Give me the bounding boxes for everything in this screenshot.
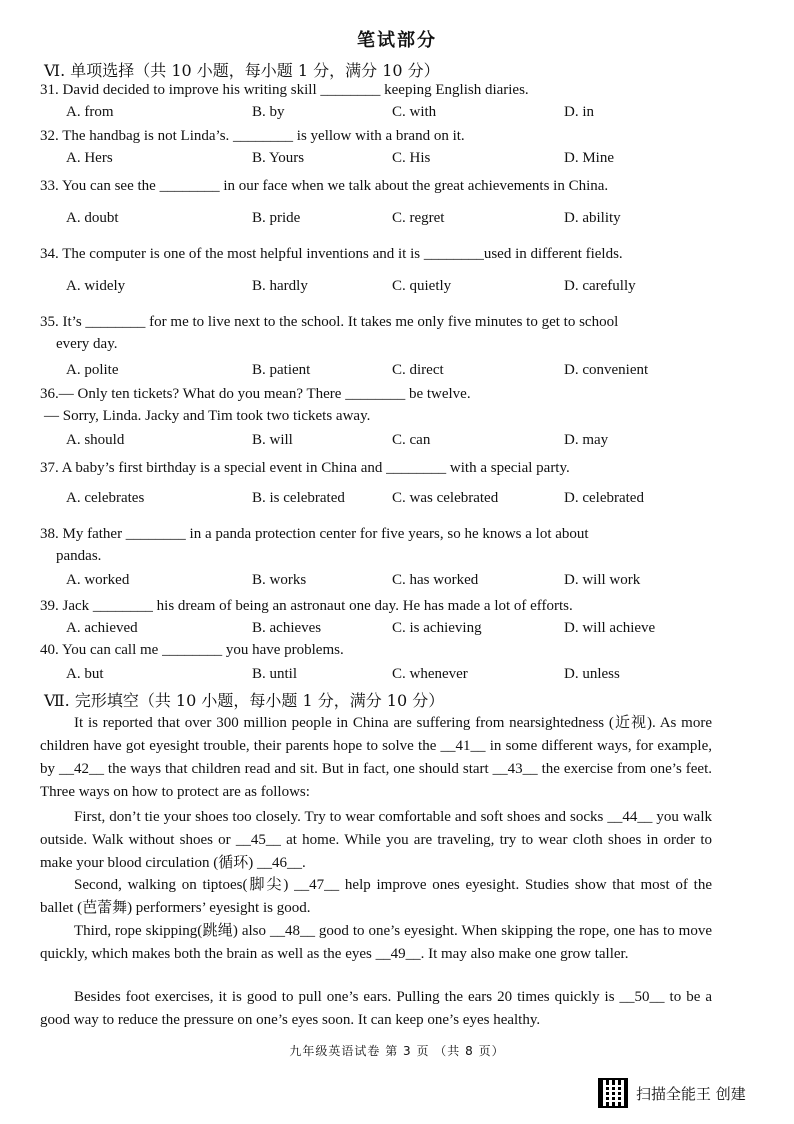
answer-options	[66, 210, 756, 230]
answer-option: A. achieved	[66, 620, 138, 636]
answer-option: C. is achieving	[392, 620, 482, 636]
answer-options	[66, 432, 756, 452]
passage-paragraph-1: It is reported that over 300 million people in China are suffering from nearsightedness (近视). As more children have got eyesight trouble, their parents hope to solve the __41__ in some different ways, for example, by __42__ the ways that children read and sit. But in fact, one should start __43__ the exercise from one’s feet. Three ways on how to protect are as follows:	[40, 715, 712, 800]
question-stem-continued: pandas.	[56, 548, 102, 564]
question-stem-continued: every day.	[56, 336, 118, 352]
answer-option: C. with	[392, 104, 437, 120]
answer-option: A. should	[66, 432, 125, 448]
answer-option: D. celebrated	[564, 490, 644, 506]
question-stem: 36.— Only ten tickets? What do you mean? There ________ be twelve.	[40, 386, 471, 402]
question-stem-continued: — Sorry, Linda. Jacky and Tim took two tickets away.	[44, 408, 371, 424]
answer-option: B. is celebrated	[252, 490, 345, 506]
answer-option: C. whenever	[392, 666, 468, 682]
answer-option: A. but	[66, 666, 104, 682]
answer-option: D. will work	[564, 572, 641, 588]
question-stem: 40. You can call me ________ you have problems.	[40, 642, 344, 658]
answer-option: B. by	[252, 104, 285, 120]
answer-option: A. celebrates	[66, 490, 145, 506]
answer-option: A. worked	[66, 572, 130, 588]
answer-option: A. Hers	[66, 150, 113, 166]
passage-paragraph-2: First, don’t tie your shoes too closely. Try to wear comfortable and soft shoes and socks __44__ you walk outside. Walk without shoes or __45__ at home. While you are traveling, try to wear cloth shoes in order to make your blood circulation (循环) __46__.	[40, 809, 712, 871]
question-stem: 32. The handbag is not Linda’s. ________ is yellow with a brand on it.	[40, 128, 465, 144]
answer-option: C. can	[392, 432, 431, 448]
qr-code-icon	[598, 1078, 628, 1108]
answer-option: C. quietly	[392, 278, 452, 294]
answer-option: B. works	[252, 572, 307, 588]
answer-option: B. Yours	[252, 150, 305, 166]
answer-option: D. will achieve	[564, 620, 656, 636]
answer-option: D. ability	[564, 210, 621, 226]
answer-option: B. patient	[252, 362, 311, 378]
answer-option: A. widely	[66, 278, 126, 294]
question-stem: 38. My father ________ in a panda protection center for five years, so he knows a lot about	[40, 526, 589, 542]
answer-option: B. pride	[252, 210, 301, 226]
answer-option: B. hardly	[252, 278, 308, 294]
passage-paragraph-4: Third, rope skipping(跳绳) also __48__ good to one’s eyesight. When skipping the rope, one has to move quickly, which makes both the brain as well as the eyes __49__. It may also make one grow taller.	[40, 923, 712, 962]
answer-option: D. in	[564, 104, 594, 120]
section-heading-multiple-choice: Ⅵ. 单项选择（共 10 小题，每小题 1 分，满分 10 分）	[44, 61, 440, 80]
answer-option: C. has worked	[392, 572, 479, 588]
question-stem: 33. You can see the ________ in our face when we talk about the great achievements in China.	[40, 178, 609, 194]
answer-options	[66, 666, 756, 686]
question-stem: 35. It’s ________ for me to live next to the school. It takes me only five minutes to get to school	[40, 314, 619, 330]
answer-option: C. regret	[392, 210, 445, 226]
answer-option: D. Mine	[564, 150, 614, 166]
answer-option: A. doubt	[66, 210, 119, 226]
answer-options	[66, 620, 756, 640]
answer-option: D. convenient	[564, 362, 649, 378]
watermark-text: 扫描全能王 创建	[636, 1084, 746, 1103]
answer-options	[66, 150, 756, 170]
answer-option: B. achieves	[252, 620, 322, 636]
answer-options	[66, 362, 756, 382]
answer-options	[66, 490, 756, 510]
answer-options	[66, 572, 756, 592]
passage-paragraph-5: Besides foot exercises, it is good to pull one’s ears. Pulling the ears 20 times quickly is __50__ to be a good way to reduce the pressure on one’s eyes soon. It can keep one’s eyes healthy.	[40, 989, 712, 1028]
scanner-watermark	[598, 1076, 746, 1110]
answer-option: D. may	[564, 432, 609, 448]
answer-option: B. until	[252, 666, 298, 682]
section-heading-cloze: Ⅶ. 完形填空（共 10 小题，每小题 1 分，满分 10 分）	[44, 691, 445, 710]
question-stem: 31. David decided to improve his writing skill ________ keeping English diaries.	[40, 82, 529, 98]
answer-option: C. direct	[392, 362, 444, 378]
answer-option: D. carefully	[564, 278, 636, 294]
answer-options	[66, 278, 756, 298]
answer-option: B. will	[252, 432, 293, 448]
answer-option: D. unless	[564, 666, 620, 682]
question-stem: 39. Jack ________ his dream of being an astronaut one day. He has made a lot of efforts.	[40, 598, 573, 614]
answer-option: A. polite	[66, 362, 119, 378]
page-footer: 九年级英语试卷 第 3 页 （共 8 页）	[289, 1044, 505, 1058]
answer-option: A. from	[66, 104, 114, 120]
question-stem: 34. The computer is one of the most helpful inventions and it is ________used in different fields.	[40, 246, 623, 262]
answer-option: C. was celebrated	[392, 490, 499, 506]
answer-options	[66, 104, 756, 124]
passage-paragraph-3: Second, walking on tiptoes(脚尖) __47__ help improve ones eyesight. Studies show that most of the ballet (芭蕾舞) performers’ eyesight is good.	[40, 877, 712, 916]
question-stem: 37. A baby’s first birthday is a special event in China and ________ with a special party.	[40, 460, 570, 476]
answer-option: C. His	[392, 150, 431, 166]
page-title: 笔试部分	[357, 30, 437, 51]
